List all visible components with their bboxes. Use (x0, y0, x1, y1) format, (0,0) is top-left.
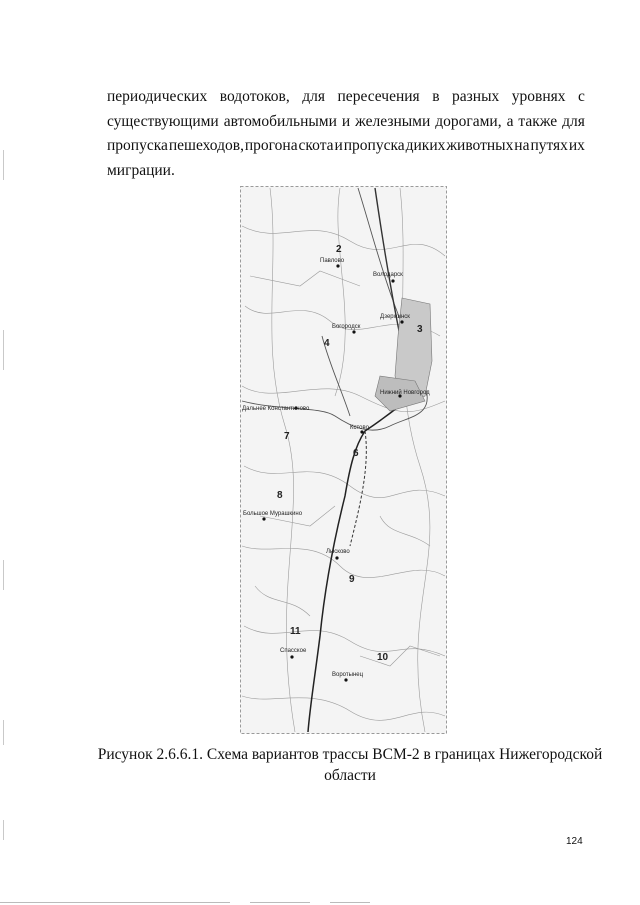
word: и (334, 137, 343, 154)
page-number: 124 (566, 836, 583, 847)
word: уровнях (511, 88, 566, 105)
scan-edge-line (330, 902, 370, 903)
caption-line-2: области (324, 767, 376, 784)
scan-edge-line (0, 902, 230, 903)
map-label: Большое Мурашкино (243, 511, 303, 517)
zone-number: 2 (336, 244, 342, 255)
map-label: Кстово (350, 425, 369, 431)
word: и (341, 112, 351, 130)
word: пешеходов, (168, 137, 244, 154)
word: с (578, 88, 585, 105)
word: на (514, 137, 530, 154)
word: животных (446, 137, 514, 154)
caption-line-1: Рисунок 2.6.6.1. Схема вариантов трассы ВСМ-2 в границах Нижегородской (97, 746, 603, 763)
place-marker (262, 517, 265, 520)
map-label: Спасское (280, 648, 307, 654)
map-label: Павлово (320, 258, 345, 264)
margin-mark (3, 820, 4, 840)
place-marker (344, 678, 347, 681)
body-paragraph (107, 85, 585, 183)
place-marker (336, 264, 339, 267)
zone-number: 11 (290, 626, 301, 637)
place-marker (335, 556, 338, 559)
map-label: Дзержинск (380, 314, 410, 320)
paragraph-line-1 (107, 85, 585, 110)
word: железными (355, 112, 431, 130)
word: их (568, 137, 585, 154)
place-marker (352, 330, 355, 333)
route-map (240, 186, 447, 734)
place-marker (290, 655, 293, 658)
map-frame (241, 187, 447, 734)
map-label: Дальнее Константиново (242, 406, 310, 412)
place-marker (400, 320, 403, 323)
route-map-figure (240, 186, 447, 734)
map-label: Лысково (326, 549, 350, 555)
word: водотоков, (219, 88, 290, 105)
zone-number: 8 (277, 490, 283, 501)
word: дорогами, (435, 112, 502, 130)
word: существующими (107, 112, 219, 130)
word: а (506, 112, 514, 130)
word: в (432, 88, 440, 105)
word: пропуска (343, 137, 405, 154)
word: периодических (107, 88, 208, 105)
word: скота (298, 137, 334, 154)
margin-mark (3, 330, 4, 370)
margin-mark (3, 720, 4, 745)
figure-caption (60, 744, 640, 786)
word: пропуска (107, 137, 168, 154)
scan-edge-line (250, 902, 310, 903)
word: для (562, 112, 585, 130)
word: прогона (244, 137, 298, 154)
margin-mark (3, 150, 4, 180)
word: также (518, 112, 558, 130)
word: путях (530, 137, 568, 154)
paragraph-line-2 (107, 110, 585, 135)
zone-number: 6 (353, 448, 359, 459)
map-label: Богородск (332, 324, 361, 330)
map-label: Володарск (373, 272, 403, 278)
word: разных (452, 88, 500, 105)
zone-number: 9 (349, 574, 355, 585)
map-label: Воротынец (332, 672, 364, 678)
zone-number: 3 (417, 324, 423, 335)
zone-number: 10 (377, 652, 389, 663)
zone-number: 4 (324, 338, 330, 349)
place-marker (391, 279, 394, 282)
zone-number: 7 (284, 431, 290, 442)
map-label: Нижний Новгород (380, 390, 430, 396)
word: диких (405, 137, 446, 154)
margin-mark (3, 560, 4, 590)
word: автомобильными (223, 112, 337, 130)
paragraph-line-3 (107, 134, 585, 159)
word: миграции. (107, 161, 175, 179)
paragraph-line-4 (107, 159, 585, 184)
word: для (302, 88, 325, 105)
word: пересечения (337, 88, 420, 105)
